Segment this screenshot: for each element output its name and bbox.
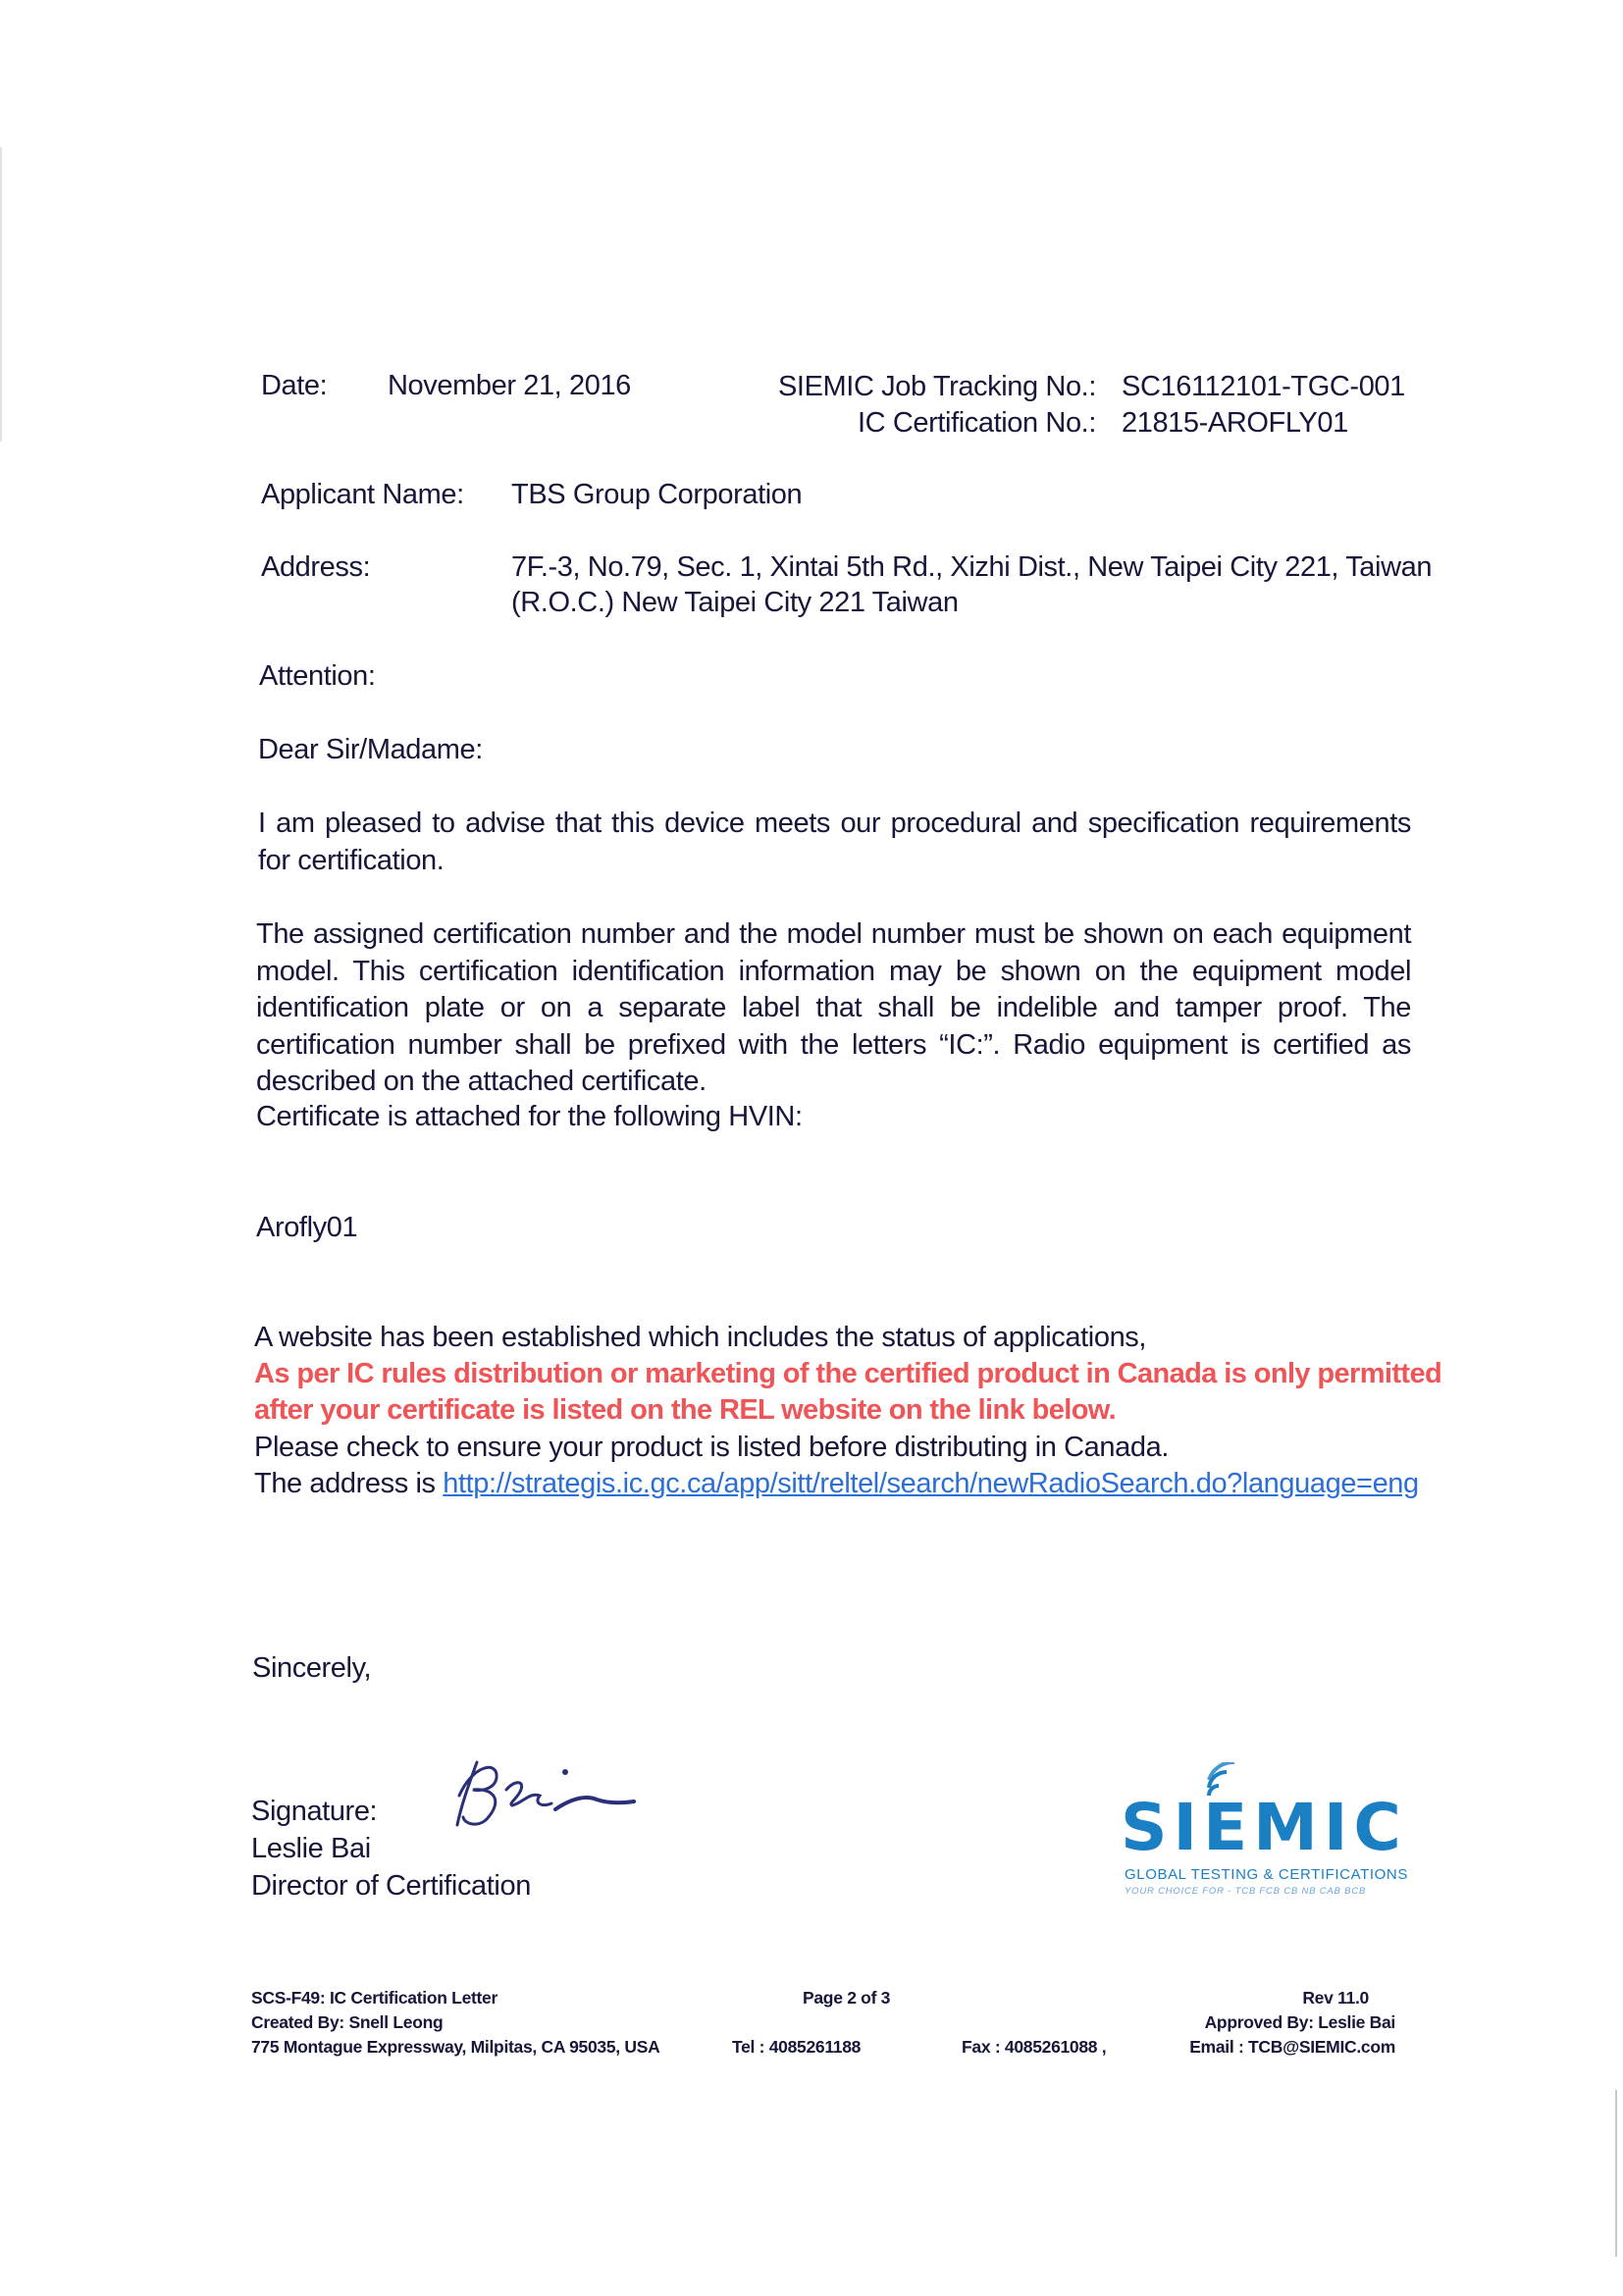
address-prefix: The address is bbox=[254, 1468, 444, 1499]
brand-tagline: GLOBAL TESTING & CERTIFICATIONS bbox=[1125, 1866, 1408, 1883]
brand-subtagline: YOUR CHOICE FOR - TCB FCB CB NB CAB BCB bbox=[1125, 1886, 1367, 1897]
signature-label: Signature: bbox=[251, 1796, 378, 1827]
closing-sincerely: Sincerely, bbox=[252, 1652, 372, 1684]
website-line: A website has been established which includes the status of applications, bbox=[254, 1322, 1147, 1353]
footer-form-id: SCS-F49: IC Certification Letter bbox=[251, 1988, 497, 2008]
ic-cert-value: 21815-AROFLY01 bbox=[1122, 407, 1348, 439]
date-label: Date: bbox=[261, 370, 328, 401]
warning-line-1: As per IC rules distribution or marketing of the certified product in Canada is only permitted bbox=[254, 1358, 1442, 1389]
address-url-line bbox=[254, 1468, 1419, 1500]
address-line-2: (R.O.C.) New Taipei City 221 Taiwan bbox=[511, 587, 959, 618]
job-tracking-label: SIEMIC Job Tracking No.: bbox=[777, 371, 1096, 402]
check-line: Please check to ensure your product is listed before distributing in Canada. bbox=[254, 1432, 1169, 1463]
footer-street-address: 775 Montague Expressway, Milpitas, CA 95035, USA bbox=[251, 2037, 660, 2057]
brand-wordmark: SIEMIC bbox=[1121, 1790, 1407, 1865]
date-value: November 21, 2016 bbox=[388, 370, 631, 401]
scan-edge-line bbox=[1615, 2090, 1617, 2257]
ic-cert-label: IC Certification No.: bbox=[857, 407, 1096, 439]
attention-label: Attention: bbox=[259, 660, 376, 692]
siemic-logo bbox=[1109, 1762, 1423, 1909]
handwritten-signature bbox=[440, 1745, 636, 1833]
signer-name: Leslie Bai bbox=[251, 1833, 371, 1864]
footer-tel: Tel : 4085261188 bbox=[732, 2037, 862, 2057]
hvin-intro: Certificate is attached for the following HVIN: bbox=[256, 1101, 803, 1132]
paragraph-approval: I am pleased to advise that this device meets our procedural and specification requirements for certification. bbox=[258, 808, 1411, 876]
warning-line-2: after your certificate is listed on the REL website on the link below. bbox=[254, 1394, 1117, 1426]
applicant-name-label: Applicant Name: bbox=[261, 479, 464, 510]
footer-approved-by: Approved By: Leslie Bai bbox=[1204, 2012, 1395, 2032]
footer-rev: Rev 11.0 bbox=[1302, 1988, 1369, 2008]
job-tracking-value: SC16112101-TGC-001 bbox=[1122, 371, 1405, 402]
footer-email: Email : TCB@SIEMIC.com bbox=[1189, 2037, 1395, 2057]
paragraph-certification-rules: The assigned certification number and the model number must be shown on each equipment model. This certification identification information may be shown on the equipment model identification plate or on a separate label that shall be indelible and tamper proof. The certification number shall be prefixed with the letters “IC:”. Radio equipment is certified as described on the attached certificate. bbox=[256, 918, 1411, 1097]
address-line-1: 7F.-3, No.79, Sec. 1, Xintai 5th Rd., Xizhi Dist., New Taipei City 221, Taiwan bbox=[511, 551, 1433, 583]
applicant-name-value: TBS Group Corporation bbox=[511, 479, 803, 510]
footer-fax: Fax : 4085261088 , bbox=[962, 2037, 1107, 2057]
signer-title: Director of Certification bbox=[251, 1870, 531, 1902]
salutation: Dear Sir/Madame: bbox=[258, 734, 483, 765]
rel-website-link[interactable]: http://strategis.ic.gc.ca/app/sitt/reltel/search/newRadioSearch.do?language=eng bbox=[443, 1468, 1419, 1499]
footer-created-by: Created By: Snell Leong bbox=[251, 2012, 444, 2032]
address-label: Address: bbox=[261, 551, 371, 583]
scan-edge-line-left bbox=[0, 147, 2, 442]
footer-page-number: Page 2 of 3 bbox=[803, 1988, 891, 2008]
hvin-value: Arofly01 bbox=[256, 1212, 358, 1243]
